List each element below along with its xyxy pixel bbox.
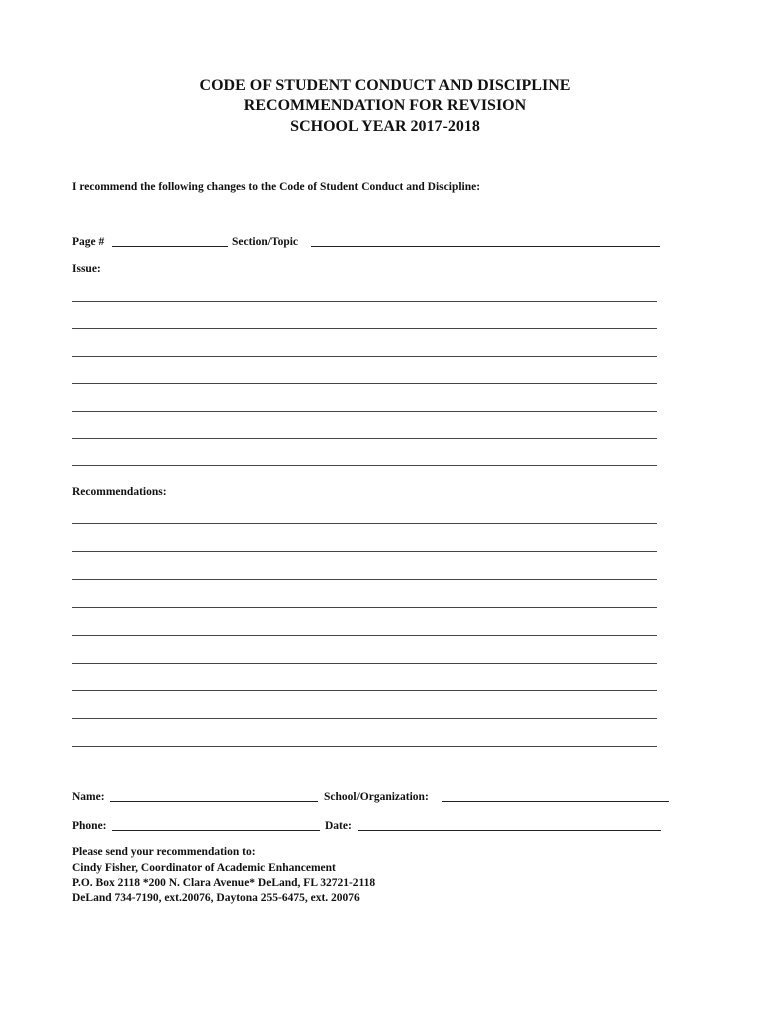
date-label: Date: <box>325 820 352 832</box>
recommendation-line[interactable] <box>72 718 657 719</box>
school-organization-field[interactable] <box>442 801 669 802</box>
issue-line[interactable] <box>72 301 657 302</box>
form-title-line-1: CODE OF STUDENT CONDUCT AND DISCIPLINE <box>199 77 571 94</box>
issue-line[interactable] <box>72 438 657 439</box>
section-topic-field[interactable] <box>311 246 660 247</box>
contact-instructions: Please send your recommendation to: <box>72 846 256 858</box>
contact-name: Cindy Fisher, Coordinator of Academic Enhancement <box>72 862 336 874</box>
issue-line[interactable] <box>72 328 657 329</box>
recommendation-line[interactable] <box>72 607 657 608</box>
form-title-line-2: RECOMMENDATION FOR REVISION <box>243 97 527 114</box>
contact-phones: DeLand 734-7190, ext.20076, Daytona 255-6475, ext. 20076 <box>72 892 360 904</box>
name-field[interactable] <box>110 801 318 802</box>
phone-label: Phone: <box>72 820 107 832</box>
page-number-label: Page # <box>72 236 105 248</box>
recommendation-line[interactable] <box>72 635 657 636</box>
recommendation-line[interactable] <box>72 690 657 691</box>
issue-line[interactable] <box>72 383 657 384</box>
recommendation-line[interactable] <box>72 663 657 664</box>
recommendation-line[interactable] <box>72 746 657 747</box>
issue-label: Issue: <box>72 263 101 275</box>
issue-line[interactable] <box>72 465 657 466</box>
issue-line[interactable] <box>72 411 657 412</box>
name-label: Name: <box>72 791 105 803</box>
section-topic-label: Section/Topic <box>232 236 299 248</box>
school-organization-label: School/Organization: <box>324 791 429 803</box>
contact-address: P.O. Box 2118 *200 N. Clara Avenue* DeLand, FL 32721-2118 <box>72 877 376 889</box>
page-number-field[interactable] <box>112 246 228 247</box>
recommendation-line[interactable] <box>72 523 657 524</box>
date-field[interactable] <box>358 830 661 831</box>
recommendations-label: Recommendations: <box>72 486 167 498</box>
recommendation-line[interactable] <box>72 579 657 580</box>
issue-line[interactable] <box>72 356 657 357</box>
recommendation-line[interactable] <box>72 551 657 552</box>
form-title-line-3: SCHOOL YEAR 2017-2018 <box>290 118 480 135</box>
phone-field[interactable] <box>112 830 320 831</box>
intro-text: I recommend the following changes to the Code of Student Conduct and Discipline: <box>72 181 481 193</box>
